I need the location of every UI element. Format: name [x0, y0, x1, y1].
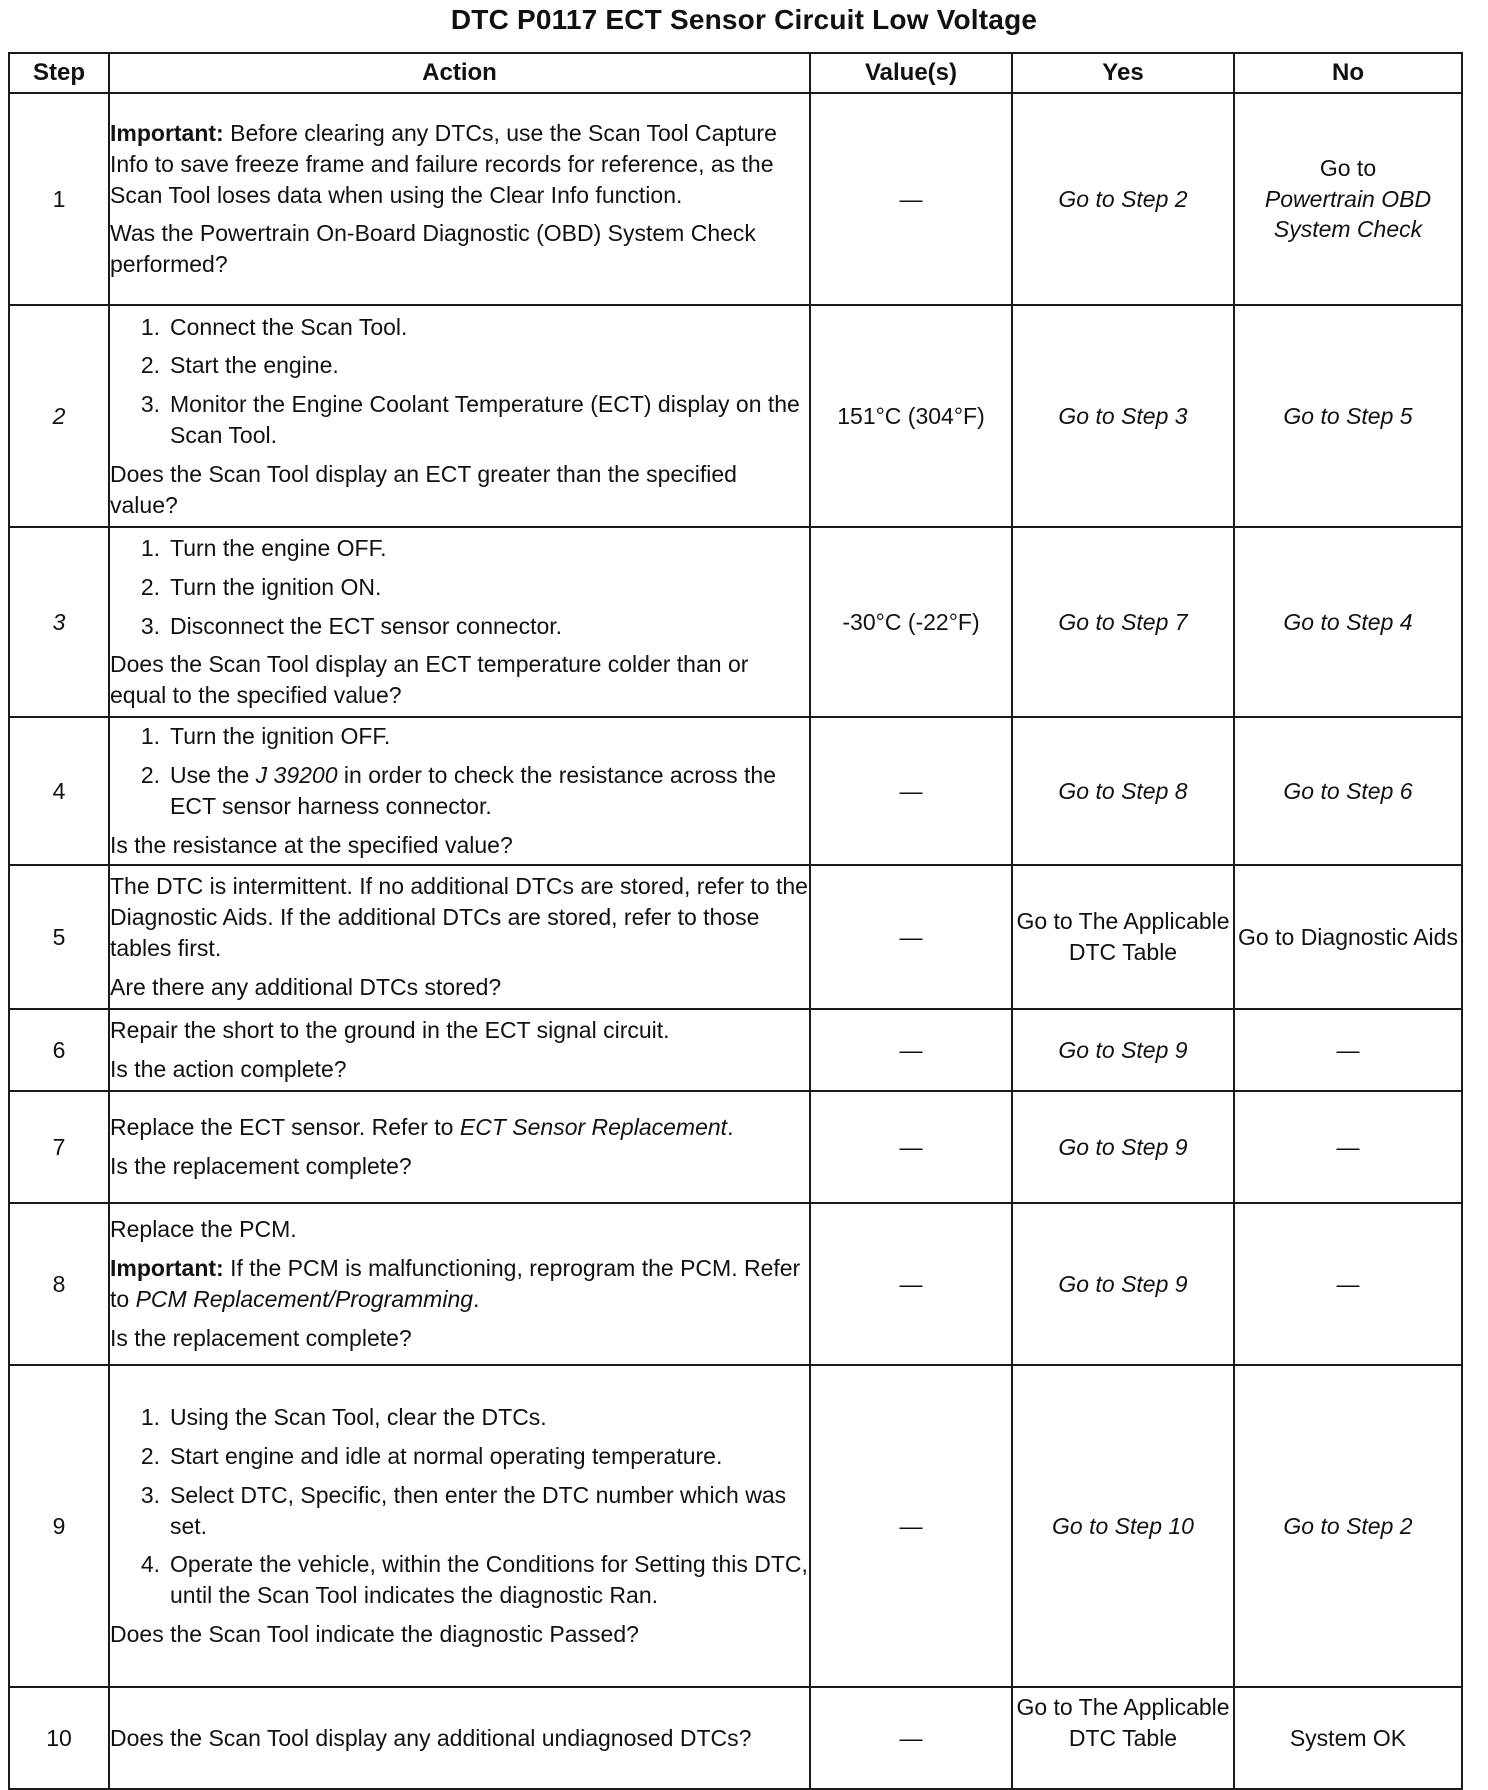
- list-item: 1. Using the Scan Tool, clear the DTCs.: [140, 1404, 547, 1431]
- action-cell: [109, 305, 810, 527]
- list-item: 2. Turn the ignition ON.: [140, 573, 382, 600]
- step-question: Is the replacement complete?: [110, 1153, 412, 1179]
- step-number: 1: [9, 93, 109, 305]
- no-cell: Go to Step 6: [1234, 717, 1462, 865]
- value-cell: —: [810, 717, 1012, 865]
- yes-cell: Go to The Applicable DTC Table: [1012, 865, 1234, 1009]
- table-row: [9, 865, 1462, 1009]
- procedure-reference: ECT Sensor Replacement: [459, 1114, 728, 1141]
- yes-cell: Go to Step 3: [1012, 305, 1234, 527]
- value-cell: -30°C (-22°F): [810, 527, 1012, 717]
- step-question: Was the Powertrain On-Board Diagnostic (OBD) System Check performed?: [110, 220, 756, 278]
- no-cell: System OK: [1234, 1687, 1462, 1789]
- step-question: Is the action complete?: [110, 1056, 347, 1082]
- list-item: 2. Start the engine.: [140, 352, 339, 379]
- list-item: 4. Operate the vehicle, within the Conditions for Setting this DTC, until the Scan Tool indicates the diagnostic Ran.: [140, 1551, 808, 1609]
- no-cell: —: [1234, 1203, 1462, 1365]
- procedure-list: [110, 1402, 809, 1611]
- yes-cell: Go to Step 10: [1012, 1365, 1234, 1687]
- value-cell: —: [810, 1687, 1012, 1789]
- step-number: 3: [9, 527, 109, 717]
- step-number: 9: [9, 1365, 109, 1687]
- no-link: Powertrain OBD System Check: [1264, 185, 1432, 243]
- table-row: [9, 1009, 1462, 1091]
- yes-cell: Go to Step 9: [1012, 1091, 1234, 1203]
- action-cell: [109, 1203, 810, 1365]
- value-cell: —: [810, 1009, 1012, 1091]
- table-row: [9, 1091, 1462, 1203]
- value-cell: —: [810, 1365, 1012, 1687]
- action-cell: [109, 93, 810, 305]
- step-question: Does the Scan Tool display an ECT greater than the specified value?: [110, 460, 737, 518]
- important-note: [110, 118, 809, 210]
- important-label: Important:: [110, 119, 224, 146]
- list-item: 1. Turn the ignition OFF.: [140, 723, 391, 750]
- step-number: 7: [9, 1091, 109, 1203]
- table-row: [9, 305, 1462, 527]
- value-cell: —: [810, 1091, 1012, 1203]
- no-cell: Go to Step 2: [1234, 1365, 1462, 1687]
- action-cell: [109, 865, 810, 1009]
- table-row: [9, 717, 1462, 865]
- no-cell: —: [1234, 1091, 1462, 1203]
- step-number: 5: [9, 865, 109, 1009]
- value-cell: —: [810, 1203, 1012, 1365]
- procedure-list: [110, 312, 809, 451]
- table-row: [9, 1687, 1462, 1789]
- page-title: DTC P0117 ECT Sensor Circuit Low Voltage: [450, 4, 1038, 35]
- procedure-list: [110, 721, 809, 821]
- value-cell: —: [810, 93, 1012, 305]
- action-cell: [109, 1687, 810, 1789]
- step-question: Does the Scan Tool indicate the diagnostic Passed?: [110, 1621, 639, 1648]
- no-cell: —: [1234, 1009, 1462, 1091]
- important-label: Important:: [110, 1255, 224, 1282]
- yes-cell: Go to Step 9: [1012, 1009, 1234, 1091]
- step-text: Replace the PCM.: [110, 1216, 297, 1243]
- step-question: Is the resistance at the specified value?: [110, 831, 513, 858]
- no-prefix: Go to: [1319, 154, 1377, 181]
- table-row: [9, 1365, 1462, 1687]
- yes-cell: Go to Step 7: [1012, 527, 1234, 717]
- list-item: 3. Disconnect the ECT sensor connector.: [140, 612, 563, 639]
- no-cell: [1234, 93, 1462, 305]
- important-note: Important: If the PCM is malfunctioning, reprogram the PCM. Refer to PCM Replacement/Programming.: [110, 1255, 801, 1312]
- procedure-list: [110, 533, 809, 641]
- action-cell: [109, 717, 810, 865]
- table-row: [9, 1203, 1462, 1365]
- action-cell: [109, 1365, 810, 1687]
- yes-cell: Go to Step 2: [1012, 93, 1234, 305]
- no-cell: Go to Step 5: [1234, 305, 1462, 527]
- yes-cell: Go to Step 8: [1012, 717, 1234, 865]
- table-row: [9, 93, 1462, 305]
- action-cell: [109, 1009, 810, 1091]
- header-action: Action: [109, 53, 810, 93]
- step-text: Replace the ECT sensor. Refer to ECT Sensor Replacement.: [110, 1114, 734, 1141]
- step-number: 10: [9, 1687, 109, 1789]
- list-item: 3. Select DTC, Specific, then enter the DTC number which was set.: [140, 1481, 787, 1539]
- header-step: Step: [9, 53, 109, 93]
- step-question: Does the Scan Tool display any additional undiagnosed DTCs?: [110, 1724, 752, 1751]
- value-cell: 151°C (304°F): [810, 305, 1012, 527]
- list-item: 2. Use the J 39200 in order to check the resistance across the ECT sensor harness connector.: [140, 762, 777, 819]
- no-cell: Go to Diagnostic Aids: [1234, 865, 1462, 1009]
- step-number: 6: [9, 1009, 109, 1091]
- value-cell: —: [810, 865, 1012, 1009]
- yes-cell: Go to The Applicable DTC Table: [1012, 1687, 1234, 1789]
- step-text: The DTC is intermittent. If no additional DTCs are stored, refer to the Diagnostic Aids. If the additional DTCs are stored, refer to those tables first.: [110, 873, 808, 961]
- tool-reference: J 39200: [255, 762, 338, 789]
- table-row: [9, 527, 1462, 717]
- list-item: 1. Turn the engine OFF.: [140, 534, 387, 561]
- header-yes: Yes: [1012, 53, 1234, 93]
- action-cell: [109, 527, 810, 717]
- yes-cell: Go to Step 9: [1012, 1203, 1234, 1365]
- step-number: 2: [9, 305, 109, 527]
- step-question: Is the replacement complete?: [110, 1324, 412, 1351]
- list-item: 2. Start engine and idle at normal operating temperature.: [140, 1442, 723, 1469]
- action-cell: [109, 1091, 810, 1203]
- procedure-reference: PCM Replacement/Programming: [135, 1286, 474, 1312]
- no-cell: Go to Step 4: [1234, 527, 1462, 717]
- header-no: No: [1234, 53, 1462, 93]
- step-question: Does the Scan Tool display an ECT temperature colder than or equal to the specified value?: [110, 651, 749, 709]
- step-number: 4: [9, 717, 109, 865]
- step-question: Are there any additional DTCs stored?: [110, 973, 502, 1000]
- dtc-table: [8, 52, 1463, 1790]
- header-values: Value(s): [810, 53, 1012, 93]
- step-number: 8: [9, 1203, 109, 1365]
- step-text: Repair the short to the ground in the ECT signal circuit.: [110, 1017, 670, 1044]
- list-item: 1. Connect the Scan Tool.: [140, 313, 408, 340]
- list-item: 3. Monitor the Engine Coolant Temperature (ECT) display on the Scan Tool.: [140, 391, 800, 448]
- header-row: [9, 53, 1462, 93]
- important-text: Before clearing any DTCs, use the Scan Tool Capture Info to save freeze frame and failure records for reference, as the Scan Tool loses data when using the Clear Info function.: [110, 119, 777, 208]
